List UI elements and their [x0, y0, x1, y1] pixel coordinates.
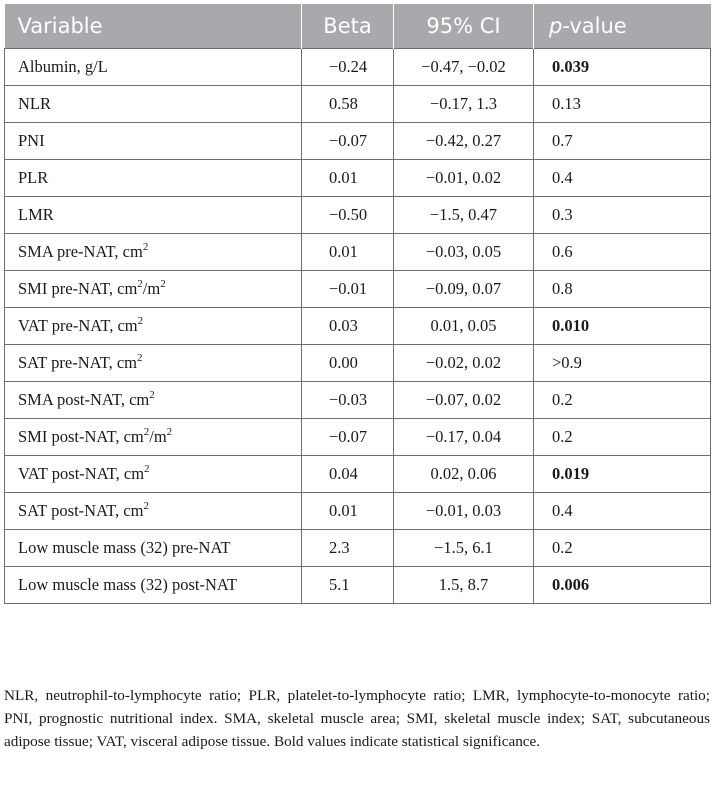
- cell-beta: −0.01: [302, 271, 394, 308]
- cell-variable: [5, 123, 302, 160]
- unit-superscript: 2: [144, 462, 150, 475]
- variable-label: SAT post-NAT, cm: [18, 501, 144, 520]
- cell-p-value: 0.039: [534, 49, 711, 86]
- table-header-row: [5, 4, 711, 49]
- cell-ci: −0.42, 0.27: [394, 123, 534, 160]
- cell-p-value: 0.2: [534, 382, 711, 419]
- cell-p-value: 0.2: [534, 530, 711, 567]
- table-row: [5, 308, 711, 345]
- cell-ci: −0.03, 0.05: [394, 234, 534, 271]
- cell-beta: −0.07: [302, 419, 394, 456]
- table-body: [5, 49, 711, 604]
- cell-ci: −1.5, 0.47: [394, 197, 534, 234]
- cell-p-value: >0.9: [534, 345, 711, 382]
- cell-variable: [5, 271, 302, 308]
- table-row: [5, 419, 711, 456]
- cell-p-value: 0.6: [534, 234, 711, 271]
- cell-p-value: 0.2: [534, 419, 711, 456]
- table-row: [5, 345, 711, 382]
- cell-ci: −0.01, 0.03: [394, 493, 534, 530]
- table-row: [5, 530, 711, 567]
- table-row: [5, 271, 711, 308]
- variable-label: Albumin, g/L: [18, 57, 108, 76]
- cell-ci: −0.07, 0.02: [394, 382, 534, 419]
- cell-beta: −0.24: [302, 49, 394, 86]
- cell-beta: 0.58: [302, 86, 394, 123]
- cell-beta: −0.07: [302, 123, 394, 160]
- header-p-value: [534, 4, 711, 49]
- cell-beta: 2.3: [302, 530, 394, 567]
- cell-variable: [5, 197, 302, 234]
- header-beta: Beta: [302, 4, 394, 49]
- cell-variable: [5, 49, 302, 86]
- table-row: [5, 493, 711, 530]
- header-ci: 95% CI: [394, 4, 534, 49]
- cell-p-value: 0.4: [534, 160, 711, 197]
- cell-ci: −0.47, −0.02: [394, 49, 534, 86]
- regression-table: [4, 4, 711, 604]
- variable-label: VAT pre-NAT, cm: [18, 316, 138, 335]
- cell-beta: 0.01: [302, 234, 394, 271]
- variable-label: VAT post-NAT, cm: [18, 464, 145, 483]
- variable-label: SMI post-NAT, cm: [18, 427, 144, 446]
- table-row: [5, 456, 711, 493]
- variable-label: Low muscle mass (32) post-NAT: [18, 575, 238, 594]
- cell-beta: 0.01: [302, 160, 394, 197]
- table-row: [5, 49, 711, 86]
- cell-ci: 0.02, 0.06: [394, 456, 534, 493]
- cell-variable: [5, 456, 302, 493]
- cell-variable: [5, 308, 302, 345]
- cell-p-value: 0.4: [534, 493, 711, 530]
- table-footnote: NLR, neutrophil-to-lymphocyte ratio; PLR, platelet-to-lymphocyte ratio; LMR, lymphocyte-to-monocyte ratio; PNI, prognostic nutritional index. SMA, skeletal muscle area; SMI, skeletal muscle index; SAT, subcutaneous adipose tissue; VAT, visceral adipose tissue. Bold values indicate statistical significance.: [4, 687, 710, 750]
- cell-variable: [5, 160, 302, 197]
- cell-ci: −0.02, 0.02: [394, 345, 534, 382]
- unit-superscript: 2: [166, 425, 173, 438]
- table-row: [5, 234, 711, 271]
- table-row: [5, 197, 711, 234]
- unit-superscript: 2: [160, 277, 166, 290]
- cell-p-value: 0.006: [534, 567, 711, 604]
- cell-p-value: 0.7: [534, 123, 711, 160]
- cell-beta: 0.03: [302, 308, 394, 345]
- variable-label: SMA pre-NAT, cm: [18, 242, 143, 261]
- cell-p-value: 0.8: [534, 271, 711, 308]
- cell-variable: [5, 382, 302, 419]
- cell-beta: 0.01: [302, 493, 394, 530]
- unit-superscript: 2: [137, 314, 144, 327]
- cell-variable: [5, 493, 302, 530]
- variable-label: SMA post-NAT, cm: [18, 390, 150, 409]
- cell-p-value: 0.019: [534, 456, 711, 493]
- variable-label: LMR: [18, 205, 54, 224]
- cell-p-value: 0.010: [534, 308, 711, 345]
- cell-ci: −1.5, 6.1: [394, 530, 534, 567]
- unit-suffix: /m: [142, 279, 161, 298]
- table-row: [5, 160, 711, 197]
- cell-p-value: 0.13: [534, 86, 711, 123]
- table-row: [5, 86, 711, 123]
- cell-variable: [5, 567, 302, 604]
- unit-superscript: 2: [137, 351, 143, 364]
- header-variable: Variable: [5, 4, 302, 49]
- cell-ci: −0.09, 0.07: [394, 271, 534, 308]
- header-p-italic: p: [549, 14, 563, 38]
- cell-beta: 0.04: [302, 456, 394, 493]
- cell-variable: [5, 419, 302, 456]
- cell-variable: [5, 345, 302, 382]
- cell-variable: [5, 234, 302, 271]
- cell-beta: 5.1: [302, 567, 394, 604]
- variable-label: SMI pre-NAT, cm: [18, 279, 138, 298]
- cell-ci: −0.17, 1.3: [394, 86, 534, 123]
- cell-ci: −0.01, 0.02: [394, 160, 534, 197]
- cell-ci: −0.17, 0.04: [394, 419, 534, 456]
- header-p-rest: -value: [562, 14, 627, 38]
- variable-label: NLR: [18, 94, 51, 113]
- unit-suffix: /m: [149, 427, 167, 446]
- cell-beta: 0.00: [302, 345, 394, 382]
- table-row: [5, 123, 711, 160]
- cell-ci: 0.01, 0.05: [394, 308, 534, 345]
- variable-label: PNI: [18, 131, 45, 150]
- variable-label: SAT pre-NAT, cm: [18, 353, 137, 372]
- unit-superscript: 2: [143, 499, 149, 512]
- regression-table-container: [4, 4, 710, 604]
- unit-superscript: 2: [143, 425, 150, 438]
- cell-beta: −0.50: [302, 197, 394, 234]
- table-row: [5, 567, 711, 604]
- variable-label: Low muscle mass (32) pre-NAT: [18, 538, 231, 557]
- unit-superscript: 2: [142, 240, 149, 253]
- cell-p-value: 0.3: [534, 197, 711, 234]
- cell-ci: 1.5, 8.7: [394, 567, 534, 604]
- unit-superscript: 2: [149, 388, 155, 401]
- table-row: [5, 382, 711, 419]
- unit-superscript: 2: [137, 277, 143, 290]
- cell-beta: −0.03: [302, 382, 394, 419]
- cell-variable: [5, 86, 302, 123]
- cell-variable: [5, 530, 302, 567]
- variable-label: PLR: [18, 168, 49, 187]
